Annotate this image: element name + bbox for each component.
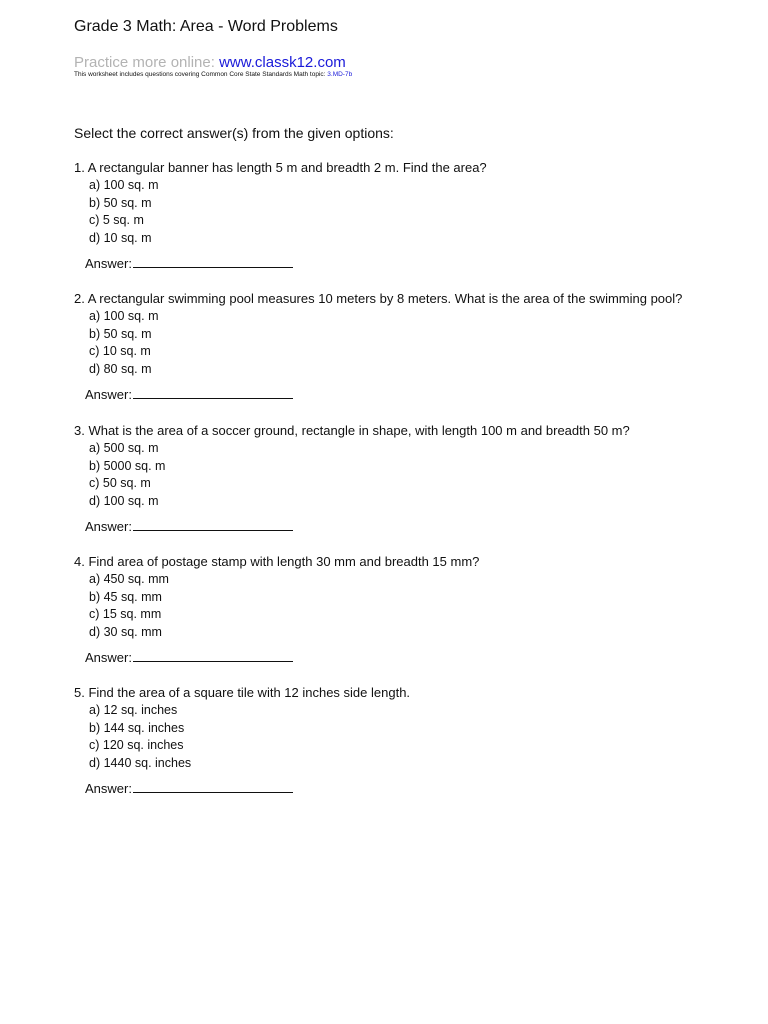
- standards-text: This worksheet includes questions covering Common Core State Standards Math topic:: [74, 71, 326, 78]
- answer-label: Answer:: [85, 781, 132, 796]
- page-title: Grade 3 Math: Area - Word Problems: [74, 18, 338, 35]
- answer-blank[interactable]: [133, 256, 293, 268]
- answer-blank[interactable]: [133, 650, 293, 662]
- question-text: 4. Find area of postage stamp with length 30 mm and breadth 15 mm?: [74, 554, 480, 569]
- option-c: c) 5 sq. m: [89, 213, 144, 227]
- standards-topic-link[interactable]: 3.MD-7b: [327, 71, 353, 78]
- question-2: [74, 291, 754, 402]
- answer-label: Answer:: [85, 256, 132, 271]
- answer-blank[interactable]: [133, 781, 293, 793]
- option-b: b) 144 sq. inches: [89, 720, 185, 735]
- option-d: d) 1440 sq. inches: [89, 755, 192, 770]
- standards-note: [74, 71, 352, 78]
- question-text: 2. A rectangular swimming pool measures 10 meters by 8 meters. What is the area of the swimming pool?: [74, 291, 683, 306]
- answer-label: Answer:: [85, 650, 132, 665]
- option-b: b) 50 sq. m: [89, 195, 152, 210]
- options-list: [89, 702, 754, 772]
- option-c: c) 10 sq. m: [89, 344, 151, 358]
- option-a: a) 500 sq. m: [89, 441, 159, 455]
- option-c: c) 120 sq. inches: [89, 738, 184, 752]
- practice-label: Practice more online:: [74, 54, 215, 71]
- question-1: [74, 160, 754, 271]
- answer-row: [85, 256, 754, 271]
- answer-blank[interactable]: [133, 519, 293, 531]
- option-c: c) 50 sq. m: [89, 476, 151, 490]
- answer-label: Answer:: [85, 519, 132, 534]
- question-4: [74, 554, 754, 665]
- answer-blank[interactable]: [133, 387, 293, 399]
- answer-row: [85, 387, 754, 402]
- options-list: [89, 308, 754, 378]
- option-b: b) 45 sq. mm: [89, 589, 162, 604]
- option-a: a) 100 sq. m: [89, 309, 159, 323]
- options-list: [89, 177, 754, 247]
- practice-online-line: [74, 54, 346, 71]
- question-text: 3. What is the area of a soccer ground, rectangle in shape, with length 100 m and breadth 50 m?: [74, 423, 630, 438]
- answer-row: [85, 519, 754, 534]
- instructions: Select the correct answer(s) from the given options:: [74, 125, 394, 141]
- answer-row: [85, 781, 754, 796]
- answer-label: Answer:: [85, 387, 132, 402]
- question-3: [74, 423, 754, 534]
- option-b: b) 5000 sq. m: [89, 458, 166, 473]
- options-list: [89, 440, 754, 510]
- answer-row: [85, 650, 754, 665]
- option-a: a) 12 sq. inches: [89, 703, 178, 717]
- option-d: d) 100 sq. m: [89, 493, 159, 508]
- option-d: d) 10 sq. m: [89, 230, 152, 245]
- option-a: a) 100 sq. m: [89, 178, 159, 192]
- option-b: b) 50 sq. m: [89, 326, 152, 341]
- option-c: c) 15 sq. mm: [89, 607, 162, 621]
- question-text: 5. Find the area of a square tile with 12 inches side length.: [74, 685, 411, 700]
- option-d: d) 80 sq. m: [89, 361, 152, 376]
- question-text: 1. A rectangular banner has length 5 m and breadth 2 m. Find the area?: [74, 160, 487, 175]
- practice-link[interactable]: www.classk12.com: [219, 54, 346, 71]
- question-5: [74, 685, 754, 796]
- option-a: a) 450 sq. mm: [89, 572, 169, 586]
- option-d: d) 30 sq. mm: [89, 624, 162, 639]
- options-list: [89, 571, 754, 641]
